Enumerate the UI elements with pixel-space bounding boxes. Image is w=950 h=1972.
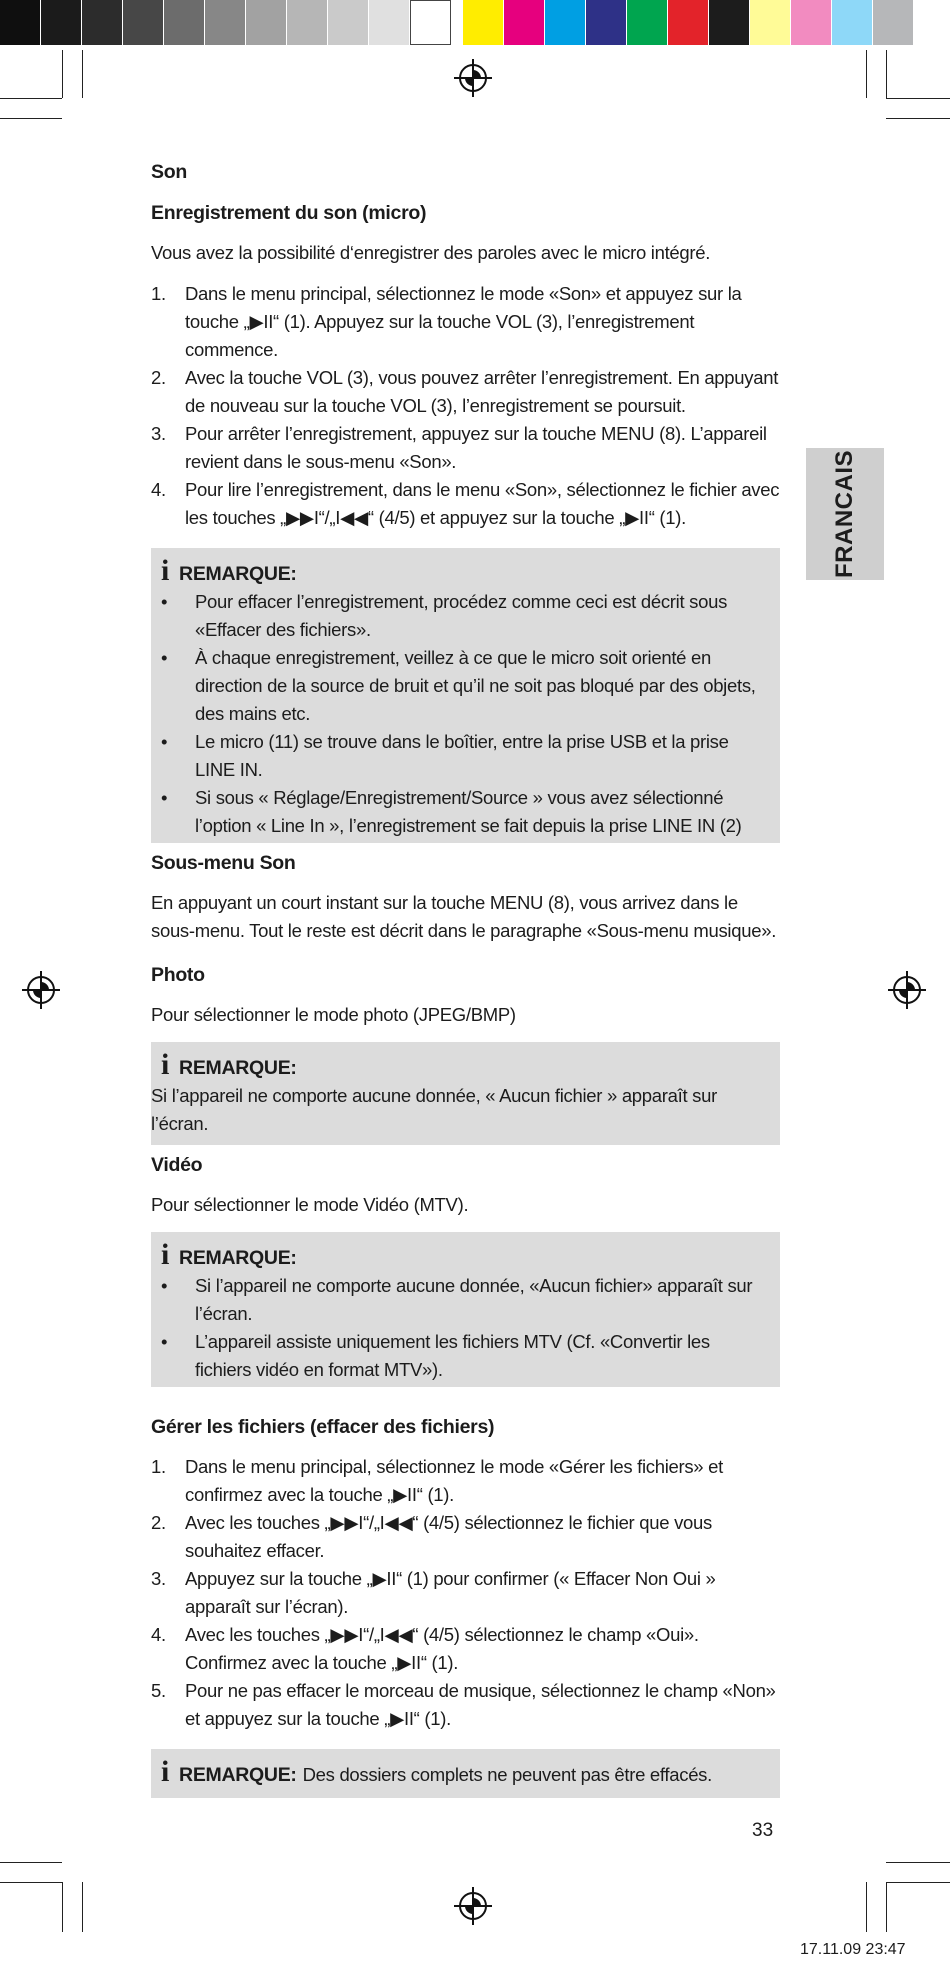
crop-mark bbox=[82, 1882, 83, 1932]
color-swatch bbox=[463, 0, 504, 45]
note-box-gerer bbox=[151, 1749, 780, 1798]
crop-mark bbox=[0, 118, 62, 119]
page-number: 33 bbox=[752, 1820, 774, 1841]
list-item: 4. Avec les touches „▶▶I“/„I◀◀“ (4/5) sélectionnez le champ «Oui». Confirmez avec la touche „▶II“ (1). bbox=[151, 1624, 699, 1673]
note-label: REMARQUE: bbox=[179, 1247, 297, 1269]
language-tab-label: FRANCAIS bbox=[831, 450, 858, 578]
registration-mark-left bbox=[20, 969, 62, 1011]
info-icon: i bbox=[161, 1238, 170, 1271]
note-box-video bbox=[151, 1232, 780, 1387]
crop-mark bbox=[886, 1862, 950, 1863]
crop-mark bbox=[886, 118, 950, 119]
crop-mark bbox=[0, 98, 62, 99]
list-item: 2. Avec les touches „▶▶I“/„I◀◀“ (4/5) sélectionnez le fichier que vous souhaitez effacer. bbox=[151, 1512, 712, 1561]
color-swatch bbox=[873, 0, 914, 45]
note-label: REMARQUE: bbox=[179, 563, 297, 585]
note-box-photo bbox=[151, 1042, 780, 1145]
crop-mark bbox=[62, 1882, 63, 1932]
list-item: 1. Dans le menu principal, sélectionnez le mode «Son» et appuyez sur la touche „▶II“ (1). Appuyez sur la touche VOL (3), l’enregistrement commence. bbox=[151, 283, 742, 360]
note-box-son bbox=[151, 548, 780, 843]
list-item: • Pour effacer l’enregistrement, procédez comme ceci est décrit sous «Effacer des fichiers». bbox=[161, 591, 728, 640]
color-swatch bbox=[709, 0, 750, 45]
note-text: Des dossiers complets ne peuvent pas être effacés. bbox=[302, 1764, 712, 1785]
crop-mark bbox=[0, 1862, 62, 1863]
color-swatch bbox=[832, 0, 873, 45]
page-content bbox=[151, 152, 780, 1804]
section-title-gerer: Gérer les fichiers (effacer des fichiers) bbox=[151, 1416, 495, 1438]
color-swatch bbox=[41, 0, 82, 45]
info-icon: i bbox=[161, 1048, 170, 1081]
section-title-photo: Photo bbox=[151, 964, 205, 986]
color-swatch bbox=[0, 0, 41, 45]
color-swatch bbox=[246, 0, 287, 45]
list-item: 5. Pour ne pas effacer le morceau de musique, sélectionnez le champ «Non» et appuyez sur la touche „▶II“ (1). bbox=[151, 1680, 776, 1729]
son-intro: Vous avez la possibilité d‘enregistrer des paroles avec le micro intégré. bbox=[151, 242, 711, 263]
list-item: • L’appareil assiste uniquement les fichiers MTV (Cf. «Convertir les fichiers vidéo en format MTV»). bbox=[161, 1331, 710, 1380]
color-swatch bbox=[123, 0, 164, 45]
section-title-sous-menu: Sous-menu Son bbox=[151, 852, 296, 874]
son-steps-list bbox=[151, 280, 780, 532]
print-timestamp: 17.11.09 23:47 bbox=[800, 1941, 906, 1958]
section-title-video: Vidéo bbox=[151, 1154, 203, 1176]
crop-mark bbox=[866, 1882, 867, 1932]
note-label: REMARQUE: bbox=[179, 1764, 297, 1786]
color-swatch bbox=[627, 0, 668, 45]
color-swatch bbox=[668, 0, 709, 45]
registration-mark-top bbox=[452, 57, 494, 99]
photo-text: Pour sélectionner le mode photo (JPEG/BMP) bbox=[151, 1004, 516, 1025]
list-item: 2. Avec la touche VOL (3), vous pouvez arrêter l’enregistrement. En appuyant de nouveau sur la touche VOL (3), l’enregistrement se poursuit. bbox=[151, 367, 779, 416]
registration-mark-bottom bbox=[452, 1885, 494, 1927]
registration-mark-right bbox=[886, 969, 928, 1011]
color-swatch bbox=[750, 0, 791, 45]
list-item: 3. Pour arrêter l’enregistrement, appuyez sur la touche MENU (8). L’appareil revient dans le sous-menu «Son». bbox=[151, 423, 767, 472]
sous-menu-text: En appuyant un court instant sur la touche MENU (8), vous arrivez dans le sous-menu. Tout le reste est décrit dans le paragraphe «Sous-menu musique». bbox=[151, 892, 777, 941]
crop-mark bbox=[886, 50, 887, 98]
info-icon: i bbox=[161, 1755, 170, 1788]
color-swatch bbox=[791, 0, 832, 45]
crop-mark bbox=[886, 98, 950, 99]
crop-mark bbox=[0, 1882, 62, 1883]
color-swatch bbox=[287, 0, 328, 45]
list-item: 1. Dans le menu principal, sélectionnez le mode «Gérer les fichiers» et confirmez avec la touche „▶II“ (1). bbox=[151, 1456, 723, 1505]
color-swatch bbox=[504, 0, 545, 45]
language-tab bbox=[806, 448, 884, 580]
list-item: 4. Pour lire l’enregistrement, dans le menu «Son», sélectionnez le fichier avec les touches „▶▶I“/„I◀◀“ (4/5) et appuyez sur la touche „▶II“ (1). bbox=[151, 479, 780, 528]
color-swatch bbox=[410, 0, 451, 45]
note-text: Si l’appareil ne comporte aucune donnée, « Aucun fichier » apparaît sur l’écran. bbox=[151, 1085, 717, 1134]
crop-mark bbox=[62, 50, 63, 98]
list-item: 3. Appuyez sur la touche „▶II“ (1) pour confirmer (« Effacer Non Oui » apparaît sur l’écran). bbox=[151, 1568, 716, 1617]
color-swatch bbox=[164, 0, 205, 45]
color-swatch bbox=[586, 0, 627, 45]
gerer-steps-list bbox=[151, 1453, 780, 1733]
list-item: • Si l’appareil ne comporte aucune donnée, «Aucun fichier» apparaît sur l’écran. bbox=[161, 1275, 753, 1324]
color-swatch bbox=[369, 0, 410, 45]
list-item: • À chaque enregistrement, veillez à ce que le micro soit orienté en direction de la source de bruit et qu’il ne soit pas bloqué par des objets, des mains etc. bbox=[161, 647, 756, 724]
crop-mark bbox=[82, 50, 83, 98]
crop-mark bbox=[886, 1882, 887, 1932]
section-title-son: Son bbox=[151, 161, 187, 183]
color-calibration-bar bbox=[0, 0, 914, 45]
color-swatch bbox=[545, 0, 586, 45]
subsection-title-recording: Enregistrement du son (micro) bbox=[151, 202, 427, 224]
color-swatch bbox=[205, 0, 246, 45]
video-text: Pour sélectionner le mode Vidéo (MTV). bbox=[151, 1194, 469, 1215]
info-icon: i bbox=[161, 554, 170, 587]
crop-mark bbox=[866, 50, 867, 98]
list-item: • Si sous « Réglage/Enregistrement/Source » vous avez sélectionné l’option « Line In », l’enregistrement se fait depuis la prise LINE IN (2) bbox=[161, 787, 742, 836]
color-swatch bbox=[82, 0, 123, 45]
list-item: • Le micro (11) se trouve dans le boîtier, entre la prise USB et la prise LINE IN. bbox=[161, 731, 729, 780]
note-label: REMARQUE: bbox=[179, 1057, 297, 1079]
color-swatch bbox=[328, 0, 369, 45]
crop-mark bbox=[886, 1882, 950, 1883]
